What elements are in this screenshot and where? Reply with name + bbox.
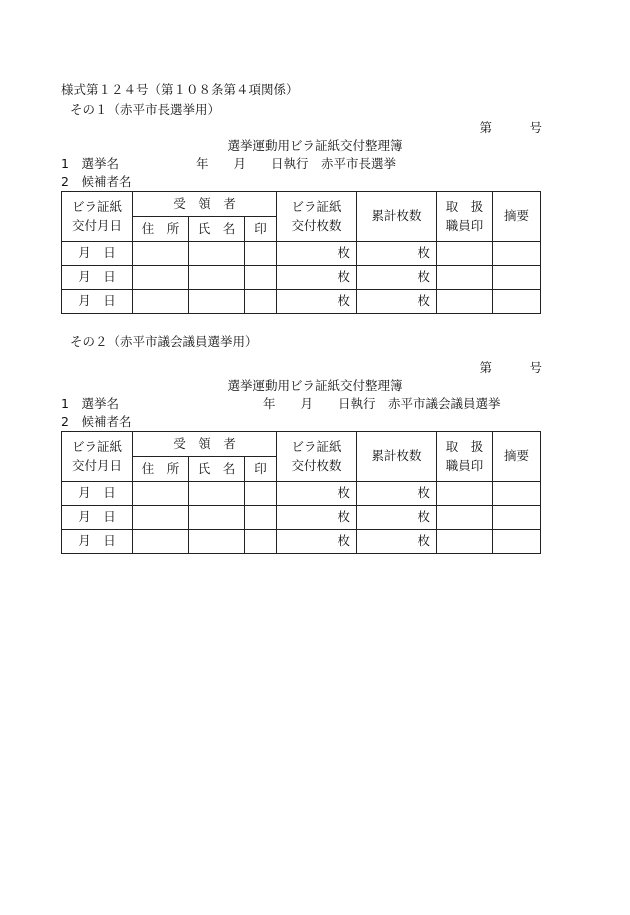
section-1-candidate-label: 2 候補者名 — [61, 174, 132, 189]
cell-issue-count[interactable]: 枚 — [277, 530, 357, 554]
cell-issue-count[interactable]: 枚 — [277, 266, 357, 290]
table-row — [62, 506, 541, 530]
section-1-number-label: 第 号 — [479, 120, 542, 135]
cell-date[interactable]: 月 日 — [62, 482, 133, 506]
table-row — [62, 242, 541, 266]
section-1-election-date: 年 月 日執行 赤平市長選挙 — [196, 156, 397, 171]
header-issue-date: ビラ証紙 交付月日 — [62, 432, 133, 482]
cell-issue-count[interactable]: 枚 — [277, 242, 357, 266]
cell-cumulative[interactable]: 枚 — [357, 242, 437, 266]
header-remarks: 摘要 — [493, 192, 541, 242]
header-receiver: 受 領 者 — [133, 432, 277, 457]
cell-staff-seal[interactable] — [437, 530, 493, 554]
header-name: 氏 名 — [189, 217, 245, 242]
cell-name[interactable] — [189, 290, 245, 314]
cell-seal[interactable] — [245, 290, 277, 314]
section-1-election-label: 1 選挙名 — [61, 156, 119, 171]
header-seal: 印 — [245, 217, 277, 242]
cell-staff-seal[interactable] — [437, 266, 493, 290]
cell-remarks[interactable] — [493, 266, 541, 290]
cell-issue-count[interactable]: 枚 — [277, 506, 357, 530]
cell-address[interactable] — [133, 242, 189, 266]
cell-staff-seal[interactable] — [437, 290, 493, 314]
header-receiver: 受 領 者 — [133, 192, 277, 217]
cell-name[interactable] — [189, 506, 245, 530]
header-address: 住 所 — [133, 217, 189, 242]
cell-name[interactable] — [189, 482, 245, 506]
cell-date[interactable]: 月 日 — [62, 290, 133, 314]
section-2-subtitle: その２（赤平市議会議員選挙用） — [70, 334, 258, 349]
cell-issue-count[interactable]: 枚 — [277, 482, 357, 506]
cell-seal[interactable] — [245, 530, 277, 554]
header-cumulative: 累計枚数 — [357, 192, 437, 242]
cell-name[interactable] — [189, 266, 245, 290]
cell-cumulative[interactable]: 枚 — [357, 530, 437, 554]
cell-seal[interactable] — [245, 506, 277, 530]
cell-remarks[interactable] — [493, 506, 541, 530]
header-issue-count: ビラ証紙 交付枚数 — [277, 192, 357, 242]
header-seal: 印 — [245, 457, 277, 482]
section-1-register-title: 選挙運動用ビラ証紙交付整理簿 — [227, 138, 403, 153]
section-2-election-label: 1 選挙名 — [61, 396, 119, 411]
header-issue-date: ビラ証紙 交付月日 — [62, 192, 133, 242]
header-address: 住 所 — [133, 457, 189, 482]
table-row — [62, 290, 541, 314]
cell-address[interactable] — [133, 482, 189, 506]
cell-seal[interactable] — [245, 482, 277, 506]
cell-name[interactable] — [189, 530, 245, 554]
cell-date[interactable]: 月 日 — [62, 530, 133, 554]
table-row — [62, 482, 541, 506]
section-2-candidate-label: 2 候補者名 — [61, 414, 132, 429]
header-staff-seal: 取 扱 職員印 — [437, 192, 493, 242]
cell-staff-seal[interactable] — [437, 242, 493, 266]
header-name: 氏 名 — [189, 457, 245, 482]
table-row — [62, 266, 541, 290]
section-2-election-date: 年 月 日執行 赤平市議会議員選挙 — [263, 396, 501, 411]
cell-address[interactable] — [133, 266, 189, 290]
header-issue-count: ビラ証紙 交付枚数 — [277, 432, 357, 482]
section-2-number-label: 第 号 — [479, 360, 542, 375]
cell-remarks[interactable] — [493, 482, 541, 506]
cell-cumulative[interactable]: 枚 — [357, 266, 437, 290]
cell-date[interactable]: 月 日 — [62, 242, 133, 266]
cell-remarks[interactable] — [493, 530, 541, 554]
section-2-register-table — [61, 431, 541, 554]
section-1-register-table — [61, 191, 541, 314]
section-2-register-title: 選挙運動用ビラ証紙交付整理簿 — [227, 378, 403, 393]
cell-address[interactable] — [133, 530, 189, 554]
cell-staff-seal[interactable] — [437, 506, 493, 530]
cell-date[interactable]: 月 日 — [62, 506, 133, 530]
cell-remarks[interactable] — [493, 242, 541, 266]
cell-cumulative[interactable]: 枚 — [357, 290, 437, 314]
cell-cumulative[interactable]: 枚 — [357, 482, 437, 506]
table-row — [62, 530, 541, 554]
cell-seal[interactable] — [245, 266, 277, 290]
cell-address[interactable] — [133, 506, 189, 530]
section-1-subtitle: その１（赤平市長選挙用） — [70, 102, 221, 117]
cell-remarks[interactable] — [493, 290, 541, 314]
cell-address[interactable] — [133, 290, 189, 314]
form-number: 様式第１２４号（第１０８条第４項関係） — [61, 82, 299, 97]
cell-issue-count[interactable]: 枚 — [277, 290, 357, 314]
header-remarks: 摘要 — [493, 432, 541, 482]
header-staff-seal: 取 扱 職員印 — [437, 432, 493, 482]
header-cumulative: 累計枚数 — [357, 432, 437, 482]
cell-date[interactable]: 月 日 — [62, 266, 133, 290]
cell-seal[interactable] — [245, 242, 277, 266]
cell-name[interactable] — [189, 242, 245, 266]
cell-cumulative[interactable]: 枚 — [357, 506, 437, 530]
cell-staff-seal[interactable] — [437, 482, 493, 506]
